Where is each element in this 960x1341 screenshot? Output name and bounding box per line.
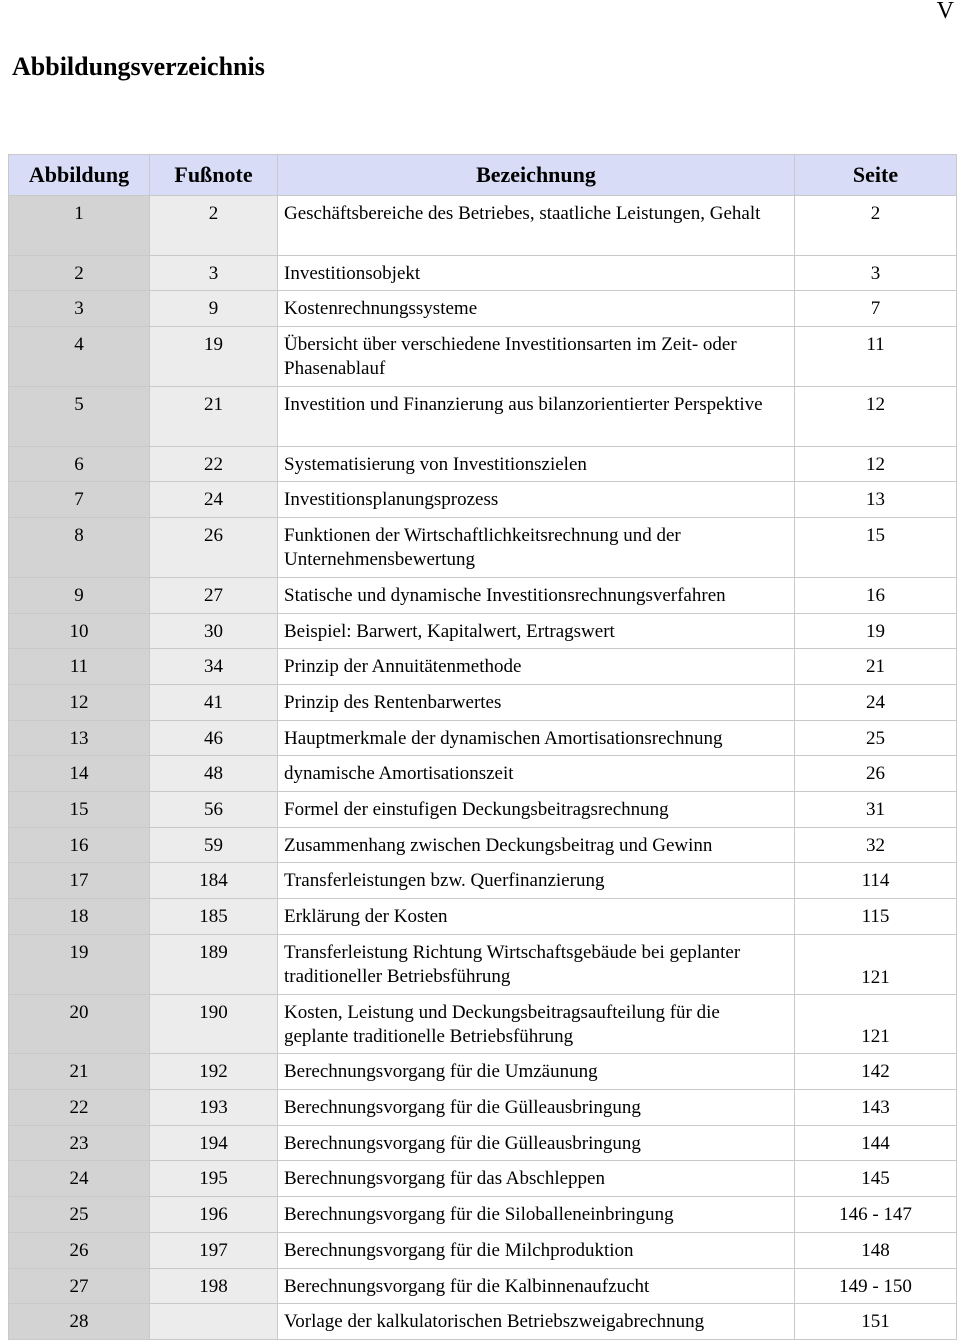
row-figure-number: 21 bbox=[9, 1054, 150, 1090]
row-figure-number: 16 bbox=[9, 827, 150, 863]
table-row bbox=[9, 649, 957, 685]
row-footnote-number: 21 bbox=[150, 386, 278, 446]
row-page: 114 bbox=[795, 863, 957, 899]
row-figure-number: 12 bbox=[9, 685, 150, 721]
row-figure-number: 19 bbox=[9, 934, 150, 994]
row-footnote-number: 27 bbox=[150, 577, 278, 613]
row-footnote-number: 184 bbox=[150, 863, 278, 899]
row-figure-number: 24 bbox=[9, 1161, 150, 1197]
table-row bbox=[9, 196, 957, 256]
row-title: Transferleistung Richtung Wirtschaftsgebäude bei geplanter traditioneller Betriebsführung bbox=[278, 934, 795, 994]
row-figure-number: 18 bbox=[9, 899, 150, 935]
row-footnote-number: 34 bbox=[150, 649, 278, 685]
row-title: Berechnungsvorgang für die Umzäunung bbox=[278, 1054, 795, 1090]
row-title: Übersicht über verschiedene Investitionsarten im Zeit- oder Phasenablauf bbox=[278, 327, 795, 387]
row-figure-number: 10 bbox=[9, 613, 150, 649]
row-title: Berechnungsvorgang für das Abschleppen bbox=[278, 1161, 795, 1197]
figure-index-table bbox=[8, 154, 957, 1340]
row-page: 11 bbox=[795, 327, 957, 387]
row-title: Investitionsobjekt bbox=[278, 255, 795, 291]
row-footnote-number: 197 bbox=[150, 1232, 278, 1268]
row-page: 148 bbox=[795, 1232, 957, 1268]
table-row bbox=[9, 792, 957, 828]
row-page: 144 bbox=[795, 1125, 957, 1161]
row-footnote-number: 189 bbox=[150, 934, 278, 994]
table-row bbox=[9, 685, 957, 721]
row-title: Statische und dynamische Investitionsrechnungsverfahren bbox=[278, 577, 795, 613]
row-title: Zusammenhang zwischen Deckungsbeitrag und Gewinn bbox=[278, 827, 795, 863]
table-row bbox=[9, 255, 957, 291]
row-footnote-number: 193 bbox=[150, 1090, 278, 1126]
row-footnote-number: 195 bbox=[150, 1161, 278, 1197]
table-row bbox=[9, 1232, 957, 1268]
row-figure-number: 14 bbox=[9, 756, 150, 792]
table-row bbox=[9, 482, 957, 518]
row-page: 13 bbox=[795, 482, 957, 518]
table-row bbox=[9, 327, 957, 387]
row-title: Investition und Finanzierung aus bilanzorientierter Perspektive bbox=[278, 386, 795, 446]
row-title: Transferleistungen bzw. Querfinanzierung bbox=[278, 863, 795, 899]
row-figure-number: 26 bbox=[9, 1232, 150, 1268]
row-figure-number: 15 bbox=[9, 792, 150, 828]
table-row bbox=[9, 446, 957, 482]
row-title: Geschäftsbereiche des Betriebes, staatliche Leistungen, Gehalt bbox=[278, 196, 795, 256]
row-footnote-number: 3 bbox=[150, 255, 278, 291]
table-row bbox=[9, 720, 957, 756]
row-footnote-number: 26 bbox=[150, 518, 278, 578]
row-footnote-number: 19 bbox=[150, 327, 278, 387]
row-figure-number: 22 bbox=[9, 1090, 150, 1126]
row-footnote-number: 2 bbox=[150, 196, 278, 256]
table-row bbox=[9, 577, 957, 613]
header-footnote: Fußnote bbox=[150, 155, 278, 196]
row-figure-number: 13 bbox=[9, 720, 150, 756]
header-figure: Abbildung bbox=[9, 155, 150, 196]
row-figure-number: 1 bbox=[9, 196, 150, 256]
row-page: 149 - 150 bbox=[795, 1268, 957, 1304]
table-row bbox=[9, 1125, 957, 1161]
row-page: 31 bbox=[795, 792, 957, 828]
row-footnote-number bbox=[150, 1304, 278, 1340]
page-number: V bbox=[936, 0, 954, 24]
row-title: Kostenrechnungssysteme bbox=[278, 291, 795, 327]
row-page: 146 - 147 bbox=[795, 1197, 957, 1233]
row-figure-number: 9 bbox=[9, 577, 150, 613]
row-page: 151 bbox=[795, 1304, 957, 1340]
table-row bbox=[9, 863, 957, 899]
row-figure-number: 23 bbox=[9, 1125, 150, 1161]
table-row bbox=[9, 827, 957, 863]
row-title: Formel der einstufigen Deckungsbeitragsrechnung bbox=[278, 792, 795, 828]
row-title: Beispiel: Barwert, Kapitalwert, Ertragswert bbox=[278, 613, 795, 649]
table-row bbox=[9, 1090, 957, 1126]
row-page: 121 bbox=[795, 994, 957, 1054]
row-footnote-number: 59 bbox=[150, 827, 278, 863]
table-row bbox=[9, 613, 957, 649]
row-page: 24 bbox=[795, 685, 957, 721]
row-title: Berechnungsvorgang für die Kalbinnenaufzucht bbox=[278, 1268, 795, 1304]
table-row bbox=[9, 994, 957, 1054]
row-figure-number: 28 bbox=[9, 1304, 150, 1340]
row-footnote-number: 198 bbox=[150, 1268, 278, 1304]
row-figure-number: 2 bbox=[9, 255, 150, 291]
row-page: 16 bbox=[795, 577, 957, 613]
row-footnote-number: 196 bbox=[150, 1197, 278, 1233]
row-figure-number: 6 bbox=[9, 446, 150, 482]
header-page: Seite bbox=[795, 155, 957, 196]
table-row bbox=[9, 518, 957, 578]
row-footnote-number: 22 bbox=[150, 446, 278, 482]
table-row bbox=[9, 386, 957, 446]
row-title: Prinzip der Annuitätenmethode bbox=[278, 649, 795, 685]
row-figure-number: 27 bbox=[9, 1268, 150, 1304]
page-title: Abbildungsverzeichnis bbox=[12, 52, 265, 81]
row-figure-number: 17 bbox=[9, 863, 150, 899]
row-footnote-number: 46 bbox=[150, 720, 278, 756]
row-title: Systematisierung von Investitionszielen bbox=[278, 446, 795, 482]
row-page: 12 bbox=[795, 386, 957, 446]
row-page: 142 bbox=[795, 1054, 957, 1090]
row-title: Berechnungsvorgang für die Milchproduktion bbox=[278, 1232, 795, 1268]
row-figure-number: 20 bbox=[9, 994, 150, 1054]
table-row bbox=[9, 1268, 957, 1304]
row-page: 19 bbox=[795, 613, 957, 649]
table-row bbox=[9, 1161, 957, 1197]
row-footnote-number: 190 bbox=[150, 994, 278, 1054]
row-page: 21 bbox=[795, 649, 957, 685]
header-title: Bezeichnung bbox=[278, 155, 795, 196]
row-title: dynamische Amortisationszeit bbox=[278, 756, 795, 792]
row-page: 26 bbox=[795, 756, 957, 792]
row-figure-number: 4 bbox=[9, 327, 150, 387]
row-title: Erklärung der Kosten bbox=[278, 899, 795, 935]
row-footnote-number: 48 bbox=[150, 756, 278, 792]
row-title: Investitionsplanungsprozess bbox=[278, 482, 795, 518]
row-footnote-number: 192 bbox=[150, 1054, 278, 1090]
row-footnote-number: 194 bbox=[150, 1125, 278, 1161]
row-footnote-number: 9 bbox=[150, 291, 278, 327]
row-page: 12 bbox=[795, 446, 957, 482]
row-footnote-number: 41 bbox=[150, 685, 278, 721]
table-row bbox=[9, 899, 957, 935]
row-page: 115 bbox=[795, 899, 957, 935]
row-footnote-number: 30 bbox=[150, 613, 278, 649]
table-row bbox=[9, 756, 957, 792]
row-footnote-number: 24 bbox=[150, 482, 278, 518]
row-page: 3 bbox=[795, 255, 957, 291]
row-title: Vorlage der kalkulatorischen Betriebszweigabrechnung bbox=[278, 1304, 795, 1340]
table-row bbox=[9, 1197, 957, 1233]
row-figure-number: 7 bbox=[9, 482, 150, 518]
row-title: Prinzip des Rentenbarwertes bbox=[278, 685, 795, 721]
row-page: 15 bbox=[795, 518, 957, 578]
row-footnote-number: 56 bbox=[150, 792, 278, 828]
row-page: 7 bbox=[795, 291, 957, 327]
row-page: 121 bbox=[795, 934, 957, 994]
row-page: 143 bbox=[795, 1090, 957, 1126]
table-row bbox=[9, 1054, 957, 1090]
row-page: 2 bbox=[795, 196, 957, 256]
row-figure-number: 25 bbox=[9, 1197, 150, 1233]
row-title: Kosten, Leistung und Deckungsbeitragsaufteilung für die geplante traditionelle Betriebsführung bbox=[278, 994, 795, 1054]
table-row bbox=[9, 1304, 957, 1340]
row-figure-number: 8 bbox=[9, 518, 150, 578]
row-page: 32 bbox=[795, 827, 957, 863]
row-figure-number: 3 bbox=[9, 291, 150, 327]
table-row bbox=[9, 934, 957, 994]
row-page: 25 bbox=[795, 720, 957, 756]
row-figure-number: 11 bbox=[9, 649, 150, 685]
table-header-row bbox=[9, 155, 957, 196]
row-footnote-number: 185 bbox=[150, 899, 278, 935]
row-title: Berechnungsvorgang für die Siloballeneinbringung bbox=[278, 1197, 795, 1233]
row-title: Funktionen der Wirtschaftlichkeitsrechnung und der Unternehmensbewertung bbox=[278, 518, 795, 578]
row-title: Berechnungsvorgang für die Gülleausbringung bbox=[278, 1090, 795, 1126]
row-title: Hauptmerkmale der dynamischen Amortisationsrechnung bbox=[278, 720, 795, 756]
table-row bbox=[9, 291, 957, 327]
row-page: 145 bbox=[795, 1161, 957, 1197]
row-title: Berechnungsvorgang für die Gülleausbringung bbox=[278, 1125, 795, 1161]
row-figure-number: 5 bbox=[9, 386, 150, 446]
